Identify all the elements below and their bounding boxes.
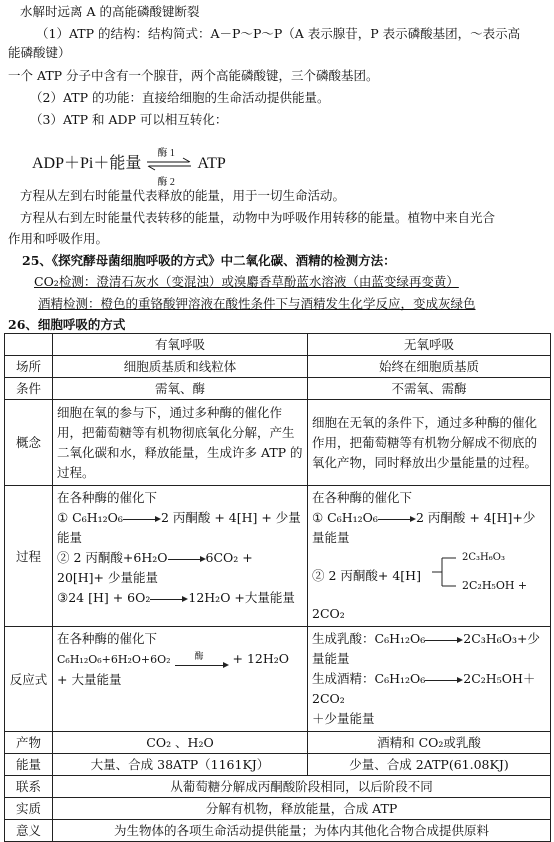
row-label: 产物 [5, 732, 53, 754]
text-line: 方程从右到左时能量代表转移的能量，动物中为呼吸作用转移的能量。植物中来自光合 [20, 210, 496, 225]
cell-anaerobic: 始终在细胞质基质 [308, 356, 551, 378]
cell-aerobic [53, 627, 308, 732]
text-line: 作用和呼吸作用。 [8, 231, 109, 246]
row-label: 意义 [5, 820, 53, 842]
reaction-equation: ＋少量能量 [312, 711, 375, 726]
text-line: CO₂检测：澄清石灰水（变混浊）或溴麝香草酚蓝水溶液（由蓝变绿再变黄） [34, 274, 459, 289]
reactant: C₆H₁₂O₆+6H₂O+6O₂ [57, 653, 171, 666]
reversible-arrow-icon [145, 154, 193, 174]
row-label: 过程 [5, 486, 53, 627]
text-line: （1）ATP 的结构：结构简式：A－P～P～P（A 表示腺苷，P 表示磷酸基团，～表示高 [36, 26, 521, 41]
arrow-icon [175, 661, 229, 669]
cell-merged: 为生物体的各项生命活动提供能量；为体内其他化合物合成提供原料 [53, 820, 551, 842]
arrow-icon [150, 595, 188, 603]
cell-anaerobic: 细胞在无氧的条件下，通过多种酶的催化作用，把葡萄糖等有机物分解成不彻底的氧化产物，同时释放出少量能量的过程。 [308, 400, 551, 486]
cell-aerobic: CO₂ 、H₂O [53, 732, 308, 754]
reactant: ③24 [H] + 6O₂ [57, 590, 151, 605]
table-row [5, 400, 551, 486]
process-step [57, 588, 303, 608]
arrow-icon [378, 515, 416, 523]
arrow-icon [168, 555, 206, 563]
table-row [5, 732, 551, 754]
equation-left: ADP＋Pi＋能量 [32, 155, 142, 172]
row-label: 条件 [5, 378, 53, 400]
product: 2C₃H₆O₃ [462, 552, 505, 563]
process-step: 2CO₂ [312, 606, 345, 621]
reactant: ② 2 丙酮酸+ 4[H] [312, 568, 421, 583]
table-row [5, 776, 551, 798]
text-line: （3）ATP 和 ADP 可以相互转化： [30, 112, 228, 127]
table-row [5, 356, 551, 378]
equation-right: ATP [197, 155, 226, 172]
reactant: 生成乳酸：C₆H₁₂O₆ [312, 631, 426, 646]
process-step [57, 548, 303, 588]
atp-equation [32, 148, 226, 189]
reaction-intro: 在各种酶的催化下 [57, 631, 158, 646]
product: 6CO₂ + 20[H]+ 少量能量 [57, 550, 253, 585]
enzyme-1-label: 酶 1 [157, 148, 175, 160]
process-intro: 在各种酶的催化下 [57, 490, 158, 505]
cell-aerobic [53, 486, 308, 627]
text-line: 方程从左到右时能量代表释放的能量，用于一切生命活动。 [20, 188, 346, 203]
cell-merged: 分解有机物，释放能量，合成 ATP [53, 798, 551, 820]
arrow-icon [425, 636, 463, 644]
row-label: 实质 [5, 798, 53, 820]
product: 12H₂O +大量能量 [188, 590, 295, 605]
branch-arrow-icon [432, 554, 458, 590]
product: 2C₃H₆O₃+少量能量 [312, 631, 540, 666]
reaction-equation [312, 669, 546, 709]
header-aerobic: 有氧呼吸 [53, 334, 308, 356]
reaction-equation [57, 649, 303, 690]
text-line: 一个 ATP 分子中含有一个腺苷，两个高能磷酸键，三个磷酸基团。 [8, 68, 379, 83]
process-intro: 在各种酶的催化下 [312, 490, 413, 505]
reversible-arrow [145, 148, 193, 189]
arrow-icon [425, 676, 463, 684]
process-step [57, 508, 303, 548]
reactant: 生成酒精：C₆H₁₂O₆ [312, 671, 426, 686]
row-label: 反应式 [5, 627, 53, 732]
enzyme-arrow [175, 653, 229, 667]
product: 2 丙酮酸 + 4[H]+少量能量 [312, 510, 536, 545]
cell-aerobic: 细胞质基质和线粒体 [53, 356, 308, 378]
cell-anaerobic: 酒精和 CO₂或乳酸 [308, 732, 551, 754]
arrow-icon [123, 515, 161, 523]
text-line: 能磷酸键） [8, 45, 71, 60]
product: 2C₂H₅OH＋2CO₂ [312, 671, 536, 706]
table-row [5, 820, 551, 842]
cell-anaerobic: 少量、合成 2ATP(61.08KJ) [308, 754, 551, 776]
text-line: 水解时远离 A 的高能磷酸键断裂 [20, 4, 200, 19]
product: 2 丙酮酸 + 4[H] + 少量能量 [57, 510, 301, 545]
section-heading: 26、细胞呼吸的方式 [8, 317, 126, 332]
text-line: 酒精检测：橙色的重铬酸钾溶液在酸性条件下与酒精发生化学反应，变成灰绿色 [38, 296, 476, 311]
cell-aerobic: 需氧、酶 [53, 378, 308, 400]
cell-anaerobic [308, 486, 551, 627]
reactant: ① C₆H₁₂O₆ [57, 510, 123, 525]
table-row [5, 798, 551, 820]
header-blank [5, 334, 53, 356]
product: + 12H₂O + 大量能量 [57, 651, 290, 687]
cell-merged: 从葡萄糖分解成丙酮酸阶段相同，以后阶段不同 [53, 776, 551, 798]
reactant: ① C₆H₁₂O₆ [312, 510, 378, 525]
table-row [5, 627, 551, 732]
enzyme-2-label: 酶 2 [157, 177, 175, 189]
process-step [312, 508, 546, 548]
respiration-table [4, 333, 551, 842]
row-label: 联系 [5, 776, 53, 798]
table-header-row [5, 334, 551, 356]
cell-aerobic: 细胞在氧的参与下，通过多种酶的催化作用，把葡萄糖等有机物彻底氧化分解，产生二氧化碳和水，释放能量，生成许多 ATP 的过程。 [53, 400, 308, 486]
table-row [5, 486, 551, 627]
row-label: 场所 [5, 356, 53, 378]
row-label: 能量 [5, 754, 53, 776]
row-label: 概念 [5, 400, 53, 486]
cell-anaerobic [308, 627, 551, 732]
cell-aerobic: 大量、合成 38ATP（1161KJ） [53, 754, 308, 776]
section-heading: 25、《探究酵母菌细胞呼吸的方式》中二氧化碳、酒精的检测方法： [22, 253, 396, 268]
reactant: ② 2 丙酮酸+6H₂O [57, 550, 168, 565]
text-line: （2）ATP 的功能：直接给细胞的生命活动提供能量。 [30, 90, 330, 105]
header-anaerobic: 无氧呼吸 [308, 334, 551, 356]
enzyme-label: 酶 [194, 651, 204, 662]
cell-anaerobic: 不需氧、需酶 [308, 378, 551, 400]
process-branch [312, 548, 546, 604]
reaction-equation [312, 629, 546, 669]
product: 2C₂H₅OH + [462, 579, 528, 592]
table-row [5, 378, 551, 400]
table-row [5, 754, 551, 776]
